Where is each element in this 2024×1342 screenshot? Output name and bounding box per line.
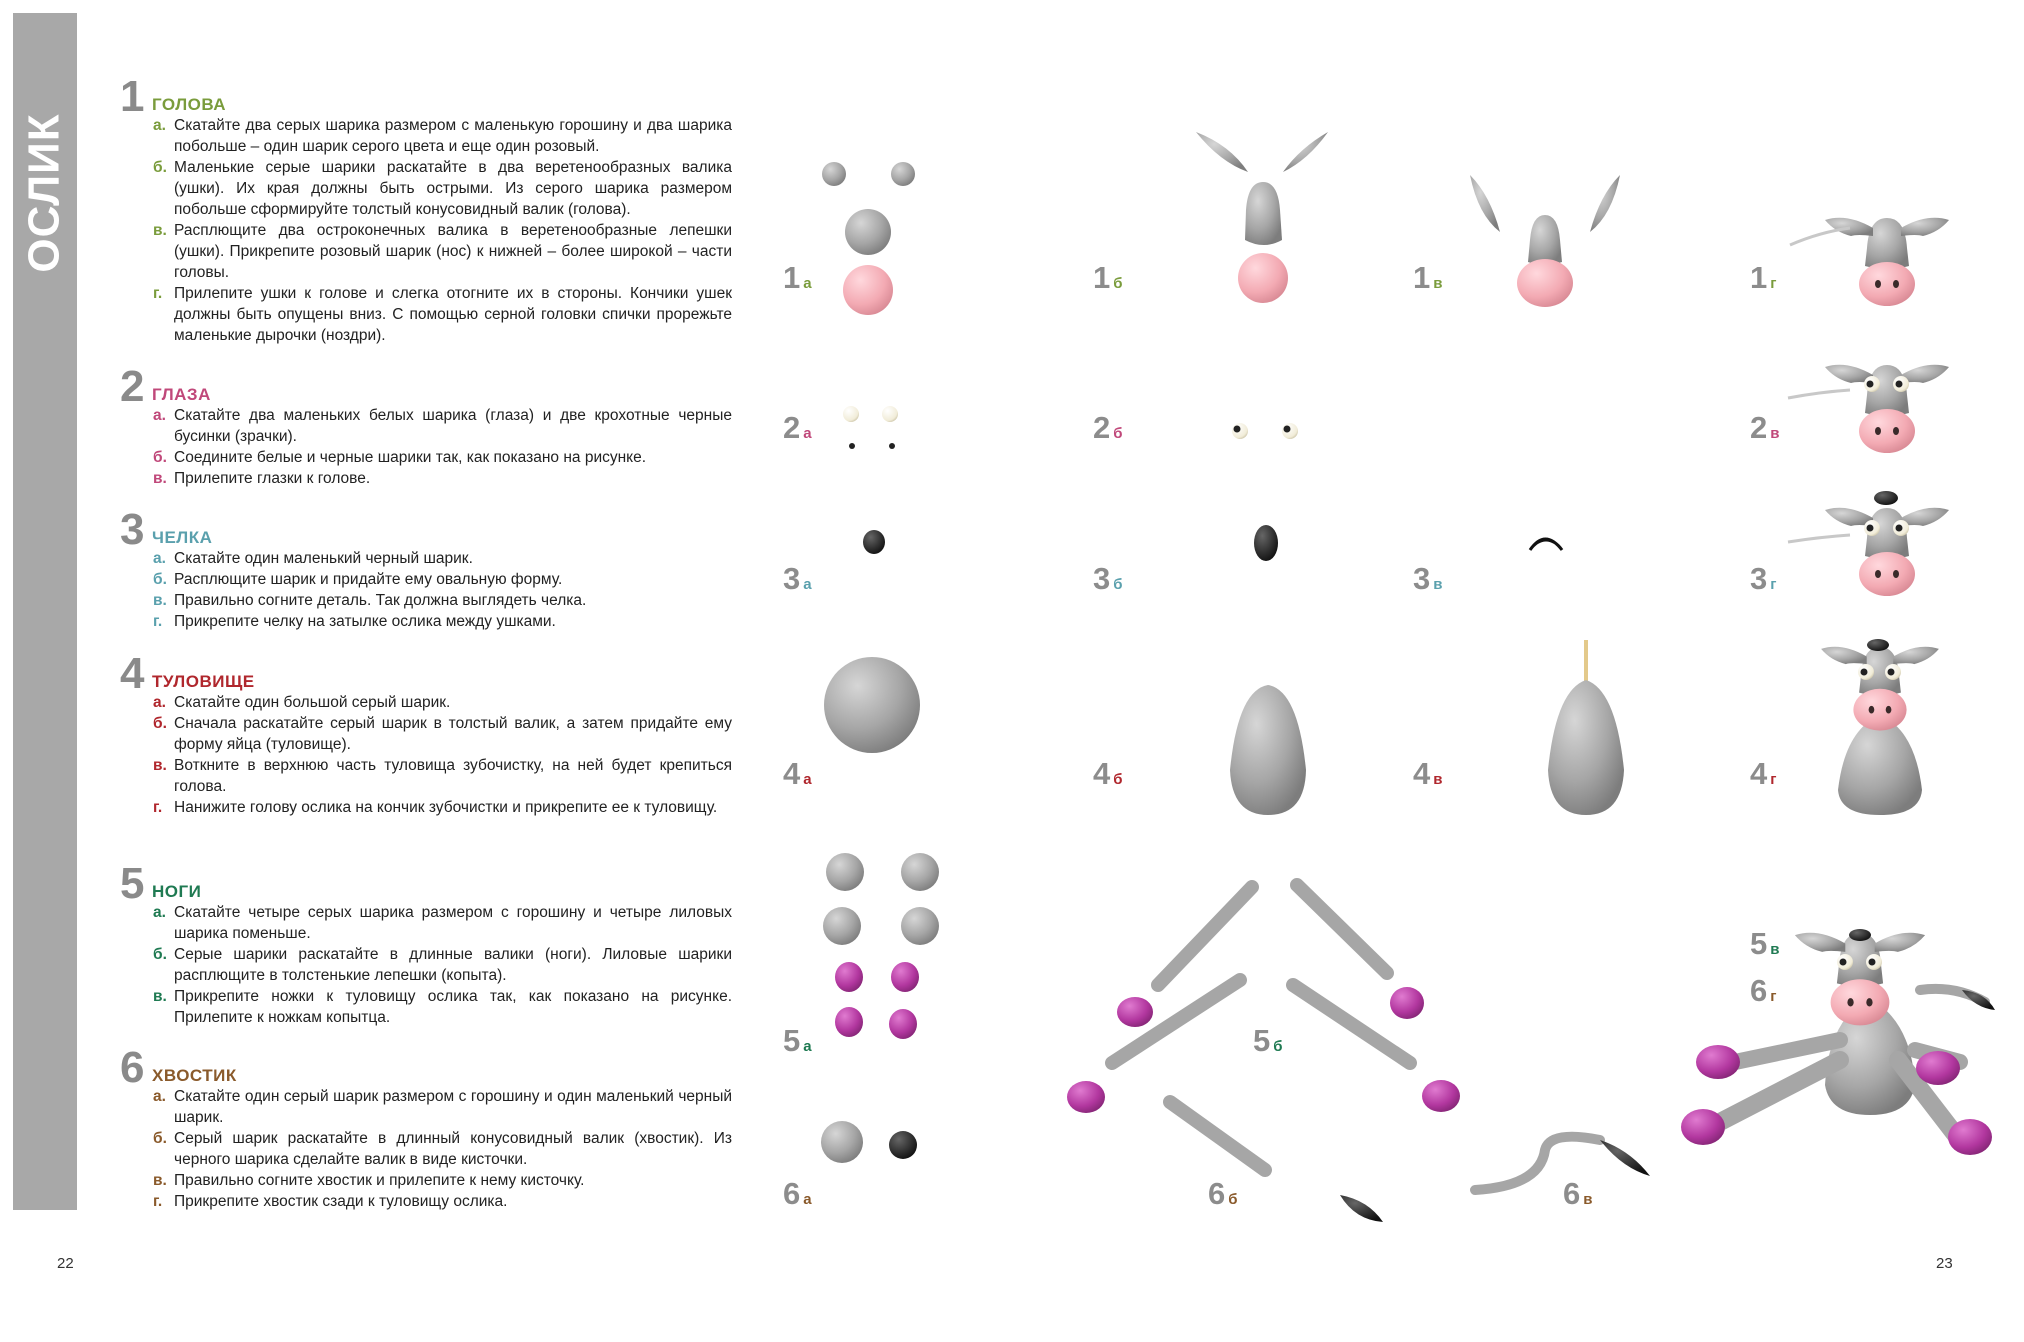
step-letter: в. xyxy=(153,592,167,609)
section-number: 1 xyxy=(120,72,145,121)
step-letter: г. xyxy=(153,285,163,302)
page-title-text: ОСЛИК xyxy=(20,113,70,273)
section-number: 3 xyxy=(120,505,145,554)
step-label-number: 2 xyxy=(783,410,801,445)
step-label xyxy=(1093,412,1123,449)
step-label-number: 3 xyxy=(1750,561,1768,596)
step-letter: б. xyxy=(153,715,167,732)
step-label-number: 2 xyxy=(1093,410,1111,445)
step-text: Прикрепите челку на затылке ослика между ушками. xyxy=(174,613,556,630)
step-label xyxy=(1093,563,1123,600)
step-label xyxy=(1093,758,1123,795)
section-title: ЧЕЛКА xyxy=(152,528,213,547)
step-letter: в. xyxy=(153,470,167,487)
section-title: ГОЛОВА xyxy=(152,95,227,114)
step-letter: б. xyxy=(153,571,167,588)
step-label-letter: б xyxy=(1113,771,1123,788)
step-label-letter: г xyxy=(1770,771,1777,788)
row-1-images xyxy=(822,132,1949,315)
section-title: ГЛАЗА xyxy=(152,385,211,404)
step-letter: а. xyxy=(153,1088,166,1105)
step-label-number: 4 xyxy=(783,756,801,791)
step-text: Серый шарик раскатайте в длинный конусовидный валик (хвостик). Из черного шарика сделайте валик в виде кисточки. xyxy=(174,1130,732,1168)
step-label-letter: б xyxy=(1113,425,1123,442)
step-label-number: 1 xyxy=(783,260,801,295)
step-label-number: 5 xyxy=(1750,926,1768,961)
step-text: Правильно согните деталь. Так должна выглядеть челка. xyxy=(174,592,587,609)
step-label xyxy=(1208,1178,1238,1215)
step-label xyxy=(783,758,812,795)
section-number: 4 xyxy=(120,649,145,698)
step-letter: в. xyxy=(153,222,167,239)
step-label-number: 1 xyxy=(1093,260,1111,295)
step-label xyxy=(783,412,812,449)
step-label-number: 4 xyxy=(1413,756,1431,791)
step-label xyxy=(1093,262,1123,299)
section-title: ТУЛОВИЩЕ xyxy=(152,672,255,691)
step-letter: а. xyxy=(153,550,166,567)
step-label-letter: б xyxy=(1228,1191,1238,1208)
step-label-letter: б xyxy=(1113,275,1123,292)
step-label-letter: в xyxy=(1433,576,1443,593)
step-letter: б. xyxy=(153,1130,167,1147)
step-label xyxy=(1563,1178,1592,1215)
step-text: Расплющите шарик и придайте ему овальную форму. xyxy=(174,571,563,588)
step-text: Правильно согните хвостик и прилепите к нему кисточку. xyxy=(174,1172,585,1189)
step-label-letter: а xyxy=(803,771,812,788)
step-label-number: 6 xyxy=(783,1176,801,1211)
step-letter: а. xyxy=(153,694,166,711)
step-label-number: 5 xyxy=(783,1023,801,1058)
step-label xyxy=(1750,262,1777,299)
step-label xyxy=(1750,563,1777,600)
step-text: Скатайте два серых шарика размером с маленькую горошину и два шарика побольше – один шарик серого цвета и еще один розовый. xyxy=(174,117,732,155)
step-text: Прикрепите ножки к туловищу ослика так, как показано на рисунке. Прилепите к ножкам копытца. xyxy=(174,988,732,1026)
step-letter: б. xyxy=(153,946,167,963)
step-label xyxy=(783,1178,812,1215)
step-label-number: 1 xyxy=(1750,260,1768,295)
row-5-images xyxy=(823,853,1995,1155)
step-letter: б. xyxy=(153,159,167,176)
step-letter: а. xyxy=(153,117,166,134)
step-letter: а. xyxy=(153,407,166,424)
step-text: Прилепите глазки к голове. xyxy=(174,470,371,487)
step-label-number: 4 xyxy=(1750,756,1768,791)
page-number-left: 22 xyxy=(57,1255,74,1272)
step-letter: в. xyxy=(153,757,167,774)
step-label-number: 3 xyxy=(783,561,801,596)
step-label xyxy=(1750,758,1777,795)
step-label-letter: г xyxy=(1770,576,1777,593)
step-label-letter: б xyxy=(1273,1038,1283,1055)
step-text: Соедините белые и черные шарики так, как показано на рисунке. xyxy=(174,449,647,466)
step-label xyxy=(1413,758,1442,795)
step-text: Прилепите ушки к голове и слегка отогните их в стороны. Кончики ушек должны быть опущены вниз. С помощью серной головки спички прорежьте маленькие дырочки (ноздри). xyxy=(174,285,732,344)
step-text: Маленькие серые шарики раскатайте в два веретенообразных валика (ушки). Их края должны быть острыми. Из серого шарика размером побольше сформируйте толстый конусовидный валик (голова). xyxy=(174,159,732,218)
step-label-letter: в xyxy=(1583,1191,1593,1208)
step-label-number: 6 xyxy=(1750,973,1768,1008)
step-text: Сначала раскатайте серый шарик в толстый валик, а затем придайте ему форму яйца (туловище). xyxy=(174,715,732,753)
step-label-letter: г xyxy=(1770,275,1777,292)
step-label xyxy=(1413,563,1442,600)
step-text: Скатайте четыре серых шарика размером с горошину и четыре лиловых шарика поменьше. xyxy=(174,904,732,942)
step-text: Скатайте один маленький черный шарик. xyxy=(174,550,473,567)
step-text: Скатайте один серый шарик размером с горошину и один маленький черный шарик. xyxy=(174,1088,732,1126)
step-label xyxy=(1253,1025,1283,1062)
step-label-number: 4 xyxy=(1093,756,1111,791)
step-label xyxy=(783,262,812,299)
step-text: Скатайте два маленьких белых шарика (глаза) и две крохотные черные бусинки (зрачки). xyxy=(174,407,732,445)
step-label xyxy=(1750,928,1779,965)
section-number: 5 xyxy=(120,859,145,908)
section-title: ХВОСТИК xyxy=(152,1066,237,1085)
step-text: Прикрепите хвостик сзади к туловищу ослика. xyxy=(174,1193,508,1210)
step-label-letter: а xyxy=(803,275,812,292)
section-title: НОГИ xyxy=(152,882,202,901)
step-label-number: 3 xyxy=(1413,561,1431,596)
step-label-number: 3 xyxy=(1093,561,1111,596)
row-3-images xyxy=(863,491,1949,596)
step-letter: г. xyxy=(153,799,163,816)
step-label-letter: б xyxy=(1113,576,1123,593)
step-text: Скатайте один большой серый шарик. xyxy=(174,694,451,711)
step-label xyxy=(783,563,812,600)
step-text: Серые шарики раскатайте в длинные валики (ноги). Лиловые шарики расплющите в толстенькие лепешки (копыта). xyxy=(174,946,732,984)
step-letter: в. xyxy=(153,1172,167,1189)
step-label-letter: в xyxy=(1433,275,1443,292)
step-label-number: 5 xyxy=(1253,1023,1271,1058)
step-letter: в. xyxy=(153,988,167,1005)
step-letter: г. xyxy=(153,613,163,630)
step-letter: а. xyxy=(153,904,166,921)
section-number: 2 xyxy=(120,362,145,411)
step-label xyxy=(1750,412,1779,449)
step-label-letter: в xyxy=(1770,425,1780,442)
step-text: Нанижите голову ослика на кончик зубочистки и прикрепите ее к туловищу. xyxy=(174,799,718,816)
step-label-letter: а xyxy=(803,1191,812,1208)
step-letter: б. xyxy=(153,449,167,466)
step-label-letter: а xyxy=(803,425,812,442)
step-label-letter: а xyxy=(803,576,812,593)
step-label-letter: г xyxy=(1770,988,1777,1005)
step-letter: г. xyxy=(153,1193,163,1210)
step-label-letter: а xyxy=(803,1038,812,1055)
step-label-number: 1 xyxy=(1413,260,1431,295)
step-text: Воткните в верхнюю часть туловища зубочистку, на ней будет крепиться голова. xyxy=(174,757,732,795)
step-label-number: 6 xyxy=(1563,1176,1581,1211)
row-2-images xyxy=(843,365,1949,453)
step-label xyxy=(1750,975,1777,1012)
section-number: 6 xyxy=(120,1043,145,1092)
step-label-number: 2 xyxy=(1750,410,1768,445)
step-label xyxy=(1413,262,1442,299)
step-label xyxy=(783,1025,812,1062)
page-number-right: 23 xyxy=(1936,1255,1953,1272)
step-label-letter: в xyxy=(1433,771,1443,788)
step-label-number: 6 xyxy=(1208,1176,1226,1211)
step-text: Расплющите два остроконечных валика в веретенообразные лепешки (ушки). Прикрепите розовый шарик (нос) к нижней – более широкой – части головы. xyxy=(174,222,732,281)
step-label-letter: в xyxy=(1770,941,1780,958)
